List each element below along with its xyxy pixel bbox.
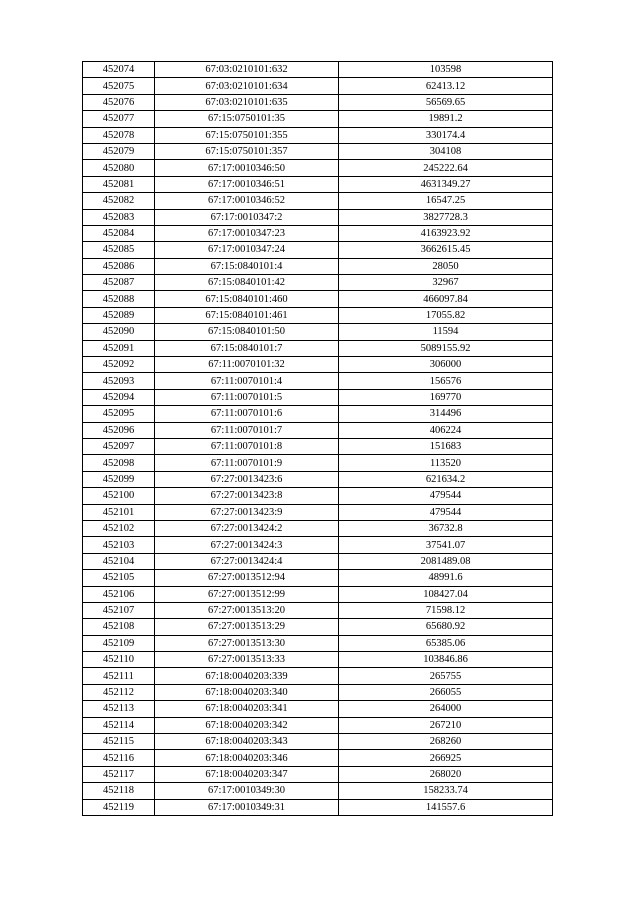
row-number-cell: 452091 bbox=[83, 340, 155, 356]
value-cell: 156576 bbox=[339, 373, 553, 389]
row-number-cell: 452102 bbox=[83, 520, 155, 536]
row-number-cell: 452097 bbox=[83, 438, 155, 454]
table-row bbox=[83, 176, 553, 192]
row-number-cell: 452107 bbox=[83, 602, 155, 618]
table-row bbox=[83, 750, 553, 766]
table-row bbox=[83, 537, 553, 553]
table-row bbox=[83, 652, 553, 668]
cadastral-number-cell: 67:27:0013512:94 bbox=[155, 570, 339, 586]
value-cell: 3827728.3 bbox=[339, 209, 553, 225]
row-number-cell: 452085 bbox=[83, 242, 155, 258]
table-row bbox=[83, 570, 553, 586]
table-row bbox=[83, 668, 553, 684]
row-number-cell: 452075 bbox=[83, 78, 155, 94]
row-number-cell: 452078 bbox=[83, 127, 155, 143]
table-row bbox=[83, 799, 553, 815]
row-number-cell: 452092 bbox=[83, 357, 155, 373]
value-cell: 245222.64 bbox=[339, 160, 553, 176]
row-number-cell: 452084 bbox=[83, 225, 155, 241]
cadastral-number-cell: 67:18:0040203:341 bbox=[155, 701, 339, 717]
cadastral-number-cell: 67:15:0840101:460 bbox=[155, 291, 339, 307]
value-cell: 65680.92 bbox=[339, 619, 553, 635]
cadastral-number-cell: 67:18:0040203:340 bbox=[155, 684, 339, 700]
table-row bbox=[83, 766, 553, 782]
table-row bbox=[83, 438, 553, 454]
value-cell: 113520 bbox=[339, 455, 553, 471]
cadastral-number-cell: 67:15:0750101:357 bbox=[155, 143, 339, 159]
row-number-cell: 452093 bbox=[83, 373, 155, 389]
table-row bbox=[83, 406, 553, 422]
table-row bbox=[83, 504, 553, 520]
table-row bbox=[83, 209, 553, 225]
row-number-cell: 452099 bbox=[83, 471, 155, 487]
value-cell: 17055.82 bbox=[339, 307, 553, 323]
value-cell: 306000 bbox=[339, 357, 553, 373]
cadastral-number-cell: 67:18:0040203:342 bbox=[155, 717, 339, 733]
cadastral-number-cell: 67:27:0013513:33 bbox=[155, 652, 339, 668]
cadastral-number-cell: 67:15:0750101:355 bbox=[155, 127, 339, 143]
row-number-cell: 452103 bbox=[83, 537, 155, 553]
value-cell: 266925 bbox=[339, 750, 553, 766]
value-cell: 479544 bbox=[339, 504, 553, 520]
value-cell: 62413.12 bbox=[339, 78, 553, 94]
row-number-cell: 452080 bbox=[83, 160, 155, 176]
value-cell: 266055 bbox=[339, 684, 553, 700]
row-number-cell: 452095 bbox=[83, 406, 155, 422]
row-number-cell: 452117 bbox=[83, 766, 155, 782]
value-cell: 16547.25 bbox=[339, 193, 553, 209]
cadastral-number-cell: 67:11:0070101:7 bbox=[155, 422, 339, 438]
table-row bbox=[83, 553, 553, 569]
table-row bbox=[83, 389, 553, 405]
row-number-cell: 452081 bbox=[83, 176, 155, 192]
value-cell: 4163923.92 bbox=[339, 225, 553, 241]
row-number-cell: 452110 bbox=[83, 652, 155, 668]
value-cell: 108427.04 bbox=[339, 586, 553, 602]
row-number-cell: 452090 bbox=[83, 324, 155, 340]
row-number-cell: 452105 bbox=[83, 570, 155, 586]
row-number-cell: 452077 bbox=[83, 111, 155, 127]
row-number-cell: 452101 bbox=[83, 504, 155, 520]
row-number-cell: 452111 bbox=[83, 668, 155, 684]
table-row bbox=[83, 324, 553, 340]
row-number-cell: 452119 bbox=[83, 799, 155, 815]
row-number-cell: 452096 bbox=[83, 422, 155, 438]
cadastral-number-cell: 67:03:0210101:632 bbox=[155, 62, 339, 78]
cadastral-number-cell: 67:03:0210101:634 bbox=[155, 78, 339, 94]
value-cell: 28050 bbox=[339, 258, 553, 274]
row-number-cell: 452108 bbox=[83, 619, 155, 635]
cadastral-number-cell: 67:18:0040203:339 bbox=[155, 668, 339, 684]
cadastral-number-cell: 67:11:0070101:32 bbox=[155, 357, 339, 373]
value-cell: 169770 bbox=[339, 389, 553, 405]
value-cell: 304108 bbox=[339, 143, 553, 159]
value-cell: 103846.86 bbox=[339, 652, 553, 668]
row-number-cell: 452074 bbox=[83, 62, 155, 78]
cadastral-number-cell: 67:15:0840101:7 bbox=[155, 340, 339, 356]
cadastral-number-cell: 67:27:0013424:4 bbox=[155, 553, 339, 569]
value-cell: 48991.6 bbox=[339, 570, 553, 586]
table-row bbox=[83, 422, 553, 438]
cadastral-number-cell: 67:27:0013423:9 bbox=[155, 504, 339, 520]
table-row bbox=[83, 455, 553, 471]
table-row bbox=[83, 62, 553, 78]
table-row bbox=[83, 242, 553, 258]
table-row bbox=[83, 783, 553, 799]
row-number-cell: 452113 bbox=[83, 701, 155, 717]
cadastral-number-cell: 67:17:0010347:24 bbox=[155, 242, 339, 258]
table-row bbox=[83, 701, 553, 717]
cadastral-number-cell: 67:17:0010349:31 bbox=[155, 799, 339, 815]
row-number-cell: 452089 bbox=[83, 307, 155, 323]
row-number-cell: 452116 bbox=[83, 750, 155, 766]
cadastral-number-cell: 67:17:0010347:2 bbox=[155, 209, 339, 225]
table-body bbox=[83, 62, 553, 816]
cadastral-number-cell: 67:03:0210101:635 bbox=[155, 94, 339, 110]
value-cell: 151683 bbox=[339, 438, 553, 454]
row-number-cell: 452076 bbox=[83, 94, 155, 110]
cadastral-number-cell: 67:18:0040203:347 bbox=[155, 766, 339, 782]
value-cell: 466097.84 bbox=[339, 291, 553, 307]
table-row bbox=[83, 94, 553, 110]
row-number-cell: 452083 bbox=[83, 209, 155, 225]
table-row bbox=[83, 111, 553, 127]
cadastral-number-cell: 67:17:0010349:30 bbox=[155, 783, 339, 799]
row-number-cell: 452118 bbox=[83, 783, 155, 799]
cadastral-number-cell: 67:27:0013513:20 bbox=[155, 602, 339, 618]
row-number-cell: 452079 bbox=[83, 143, 155, 159]
table-row bbox=[83, 373, 553, 389]
cadastral-number-cell: 67:27:0013423:6 bbox=[155, 471, 339, 487]
table-row bbox=[83, 307, 553, 323]
cadastral-number-cell: 67:15:0840101:42 bbox=[155, 275, 339, 291]
cadastral-number-cell: 67:11:0070101:6 bbox=[155, 406, 339, 422]
value-cell: 36732.8 bbox=[339, 520, 553, 536]
data-table bbox=[82, 61, 553, 816]
table-row bbox=[83, 619, 553, 635]
cadastral-number-cell: 67:17:0010346:50 bbox=[155, 160, 339, 176]
cadastral-number-cell: 67:11:0070101:5 bbox=[155, 389, 339, 405]
table-row bbox=[83, 275, 553, 291]
table-row bbox=[83, 520, 553, 536]
value-cell: 330174.4 bbox=[339, 127, 553, 143]
table-row bbox=[83, 471, 553, 487]
cadastral-number-cell: 67:11:0070101:4 bbox=[155, 373, 339, 389]
row-number-cell: 452088 bbox=[83, 291, 155, 307]
cadastral-number-cell: 67:17:0010346:51 bbox=[155, 176, 339, 192]
value-cell: 479544 bbox=[339, 488, 553, 504]
value-cell: 158233.74 bbox=[339, 783, 553, 799]
table-row bbox=[83, 684, 553, 700]
cadastral-number-cell: 67:15:0750101:35 bbox=[155, 111, 339, 127]
table-row bbox=[83, 291, 553, 307]
table-row bbox=[83, 78, 553, 94]
value-cell: 314496 bbox=[339, 406, 553, 422]
value-cell: 265755 bbox=[339, 668, 553, 684]
row-number-cell: 452086 bbox=[83, 258, 155, 274]
table-row bbox=[83, 635, 553, 651]
table-row bbox=[83, 734, 553, 750]
value-cell: 267210 bbox=[339, 717, 553, 733]
row-number-cell: 452115 bbox=[83, 734, 155, 750]
value-cell: 141557.6 bbox=[339, 799, 553, 815]
table-row bbox=[83, 488, 553, 504]
table-row bbox=[83, 586, 553, 602]
value-cell: 268260 bbox=[339, 734, 553, 750]
row-number-cell: 452114 bbox=[83, 717, 155, 733]
cadastral-number-cell: 67:17:0010347:23 bbox=[155, 225, 339, 241]
row-number-cell: 452087 bbox=[83, 275, 155, 291]
value-cell: 2081489.08 bbox=[339, 553, 553, 569]
value-cell: 103598 bbox=[339, 62, 553, 78]
value-cell: 65385.06 bbox=[339, 635, 553, 651]
value-cell: 11594 bbox=[339, 324, 553, 340]
cadastral-number-cell: 67:11:0070101:8 bbox=[155, 438, 339, 454]
row-number-cell: 452109 bbox=[83, 635, 155, 651]
value-cell: 19891.2 bbox=[339, 111, 553, 127]
table-row bbox=[83, 357, 553, 373]
table-row bbox=[83, 602, 553, 618]
cadastral-number-cell: 67:27:0013513:29 bbox=[155, 619, 339, 635]
value-cell: 5089155.92 bbox=[339, 340, 553, 356]
value-cell: 406224 bbox=[339, 422, 553, 438]
value-cell: 268020 bbox=[339, 766, 553, 782]
table-row bbox=[83, 143, 553, 159]
cadastral-number-cell: 67:15:0840101:4 bbox=[155, 258, 339, 274]
row-number-cell: 452082 bbox=[83, 193, 155, 209]
cadastral-number-cell: 67:18:0040203:343 bbox=[155, 734, 339, 750]
cadastral-number-cell: 67:17:0010346:52 bbox=[155, 193, 339, 209]
row-number-cell: 452098 bbox=[83, 455, 155, 471]
value-cell: 56569.65 bbox=[339, 94, 553, 110]
cadastral-number-cell: 67:18:0040203:346 bbox=[155, 750, 339, 766]
value-cell: 71598.12 bbox=[339, 602, 553, 618]
table-row bbox=[83, 193, 553, 209]
table-row bbox=[83, 127, 553, 143]
row-number-cell: 452094 bbox=[83, 389, 155, 405]
cadastral-number-cell: 67:15:0840101:461 bbox=[155, 307, 339, 323]
row-number-cell: 452112 bbox=[83, 684, 155, 700]
table-row bbox=[83, 340, 553, 356]
value-cell: 4631349.27 bbox=[339, 176, 553, 192]
row-number-cell: 452104 bbox=[83, 553, 155, 569]
cadastral-number-cell: 67:15:0840101:50 bbox=[155, 324, 339, 340]
cadastral-number-cell: 67:11:0070101:9 bbox=[155, 455, 339, 471]
cadastral-number-cell: 67:27:0013424:3 bbox=[155, 537, 339, 553]
value-cell: 3662615.45 bbox=[339, 242, 553, 258]
table-row bbox=[83, 258, 553, 274]
cadastral-number-cell: 67:27:0013512:99 bbox=[155, 586, 339, 602]
cadastral-number-cell: 67:27:0013513:30 bbox=[155, 635, 339, 651]
value-cell: 37541.07 bbox=[339, 537, 553, 553]
table-row bbox=[83, 717, 553, 733]
row-number-cell: 452100 bbox=[83, 488, 155, 504]
cadastral-number-cell: 67:27:0013424:2 bbox=[155, 520, 339, 536]
value-cell: 264000 bbox=[339, 701, 553, 717]
cadastral-number-cell: 67:27:0013423:8 bbox=[155, 488, 339, 504]
row-number-cell: 452106 bbox=[83, 586, 155, 602]
value-cell: 32967 bbox=[339, 275, 553, 291]
table-row bbox=[83, 160, 553, 176]
value-cell: 621634.2 bbox=[339, 471, 553, 487]
table-row bbox=[83, 225, 553, 241]
